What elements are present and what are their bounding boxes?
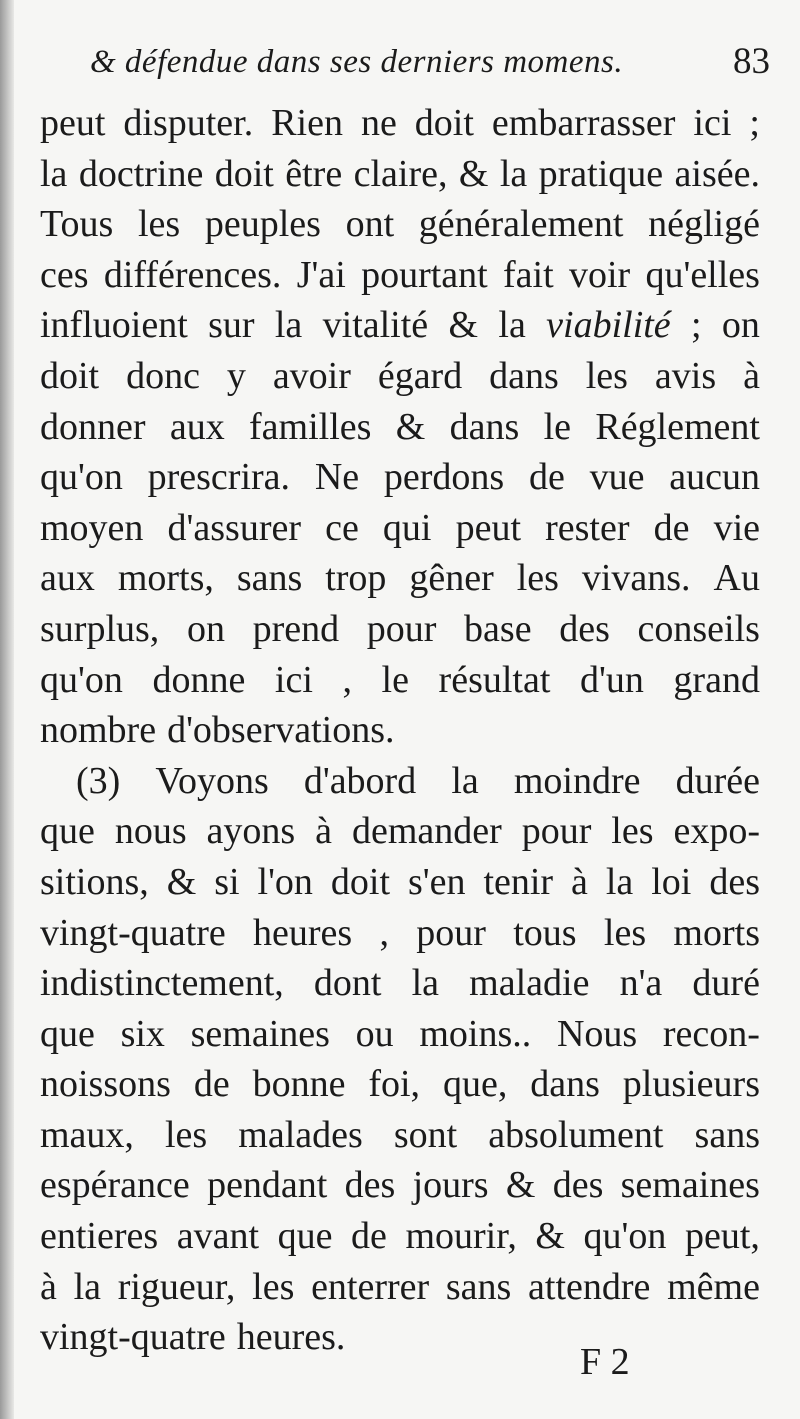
text-line: à la rigueur, les enterrer sans attendre même — [40, 1265, 760, 1308]
text-line: doit donc y avoir égard dans les avis à — [40, 354, 760, 397]
text-line: sitions, & si l'on doit s'en tenir à la loi des — [40, 860, 760, 903]
text-line: que nous ayons à demander pour les expo- — [40, 810, 760, 853]
text-line: (3) Voyons d'abord la moindre durée — [76, 759, 760, 802]
text-line: aux morts, sans trop gêner les vivans. Au — [40, 557, 760, 600]
body-text — [40, 98, 760, 1363]
text-line: Tous les peuples ont généralement négligé — [40, 203, 760, 246]
text-line: ces différences. J'ai pourtant fait voir qu'elles — [40, 253, 760, 296]
page-edge-shadow — [0, 0, 14, 1419]
text-line: noissons de bonne foi, que, dans plusieurs — [40, 1063, 760, 1106]
text-line: indistinctement, dont la maladie n'a duré — [40, 962, 760, 1005]
running-head-title: & défendue dans ses derniers momens. — [90, 44, 624, 80]
text-line: nombre d'observations. — [40, 709, 395, 752]
text-line: qu'on donne ici , le résultat d'un grand — [40, 658, 760, 701]
text-line: moyen d'assurer ce qui peut rester de vie — [40, 506, 760, 549]
text-line: entieres avant que de mourir, & qu'on peut, — [40, 1215, 760, 1258]
text-line: vingt-quatre heures , pour tous les morts — [40, 911, 760, 954]
text-line: espérance pendant des jours & des semaines — [40, 1164, 760, 1207]
text-line: influoient sur la vitalité & la viabilité ; on — [40, 304, 760, 347]
text-line: maux, les malades sont absolument sans — [40, 1113, 760, 1156]
page-number: 83 — [733, 41, 770, 82]
text-line: la doctrine doit être claire, & la pratique aisée. — [40, 152, 760, 195]
text-line: qu'on prescrira. Ne perdons de vue aucun — [40, 456, 760, 499]
text-line: vingt-quatre heures. — [40, 1316, 346, 1359]
signature-mark: F 2 — [580, 1341, 630, 1383]
text-line: que six semaines ou moins.. Nous recon- — [40, 1012, 760, 1055]
running-head — [90, 38, 770, 92]
text-line: peut disputer. Rien ne doit embarrasser ici ; — [40, 102, 760, 144]
text-line: surplus, on prend pour base des conseils — [40, 607, 760, 650]
text-line: donner aux familles & dans le Réglement — [40, 405, 760, 448]
